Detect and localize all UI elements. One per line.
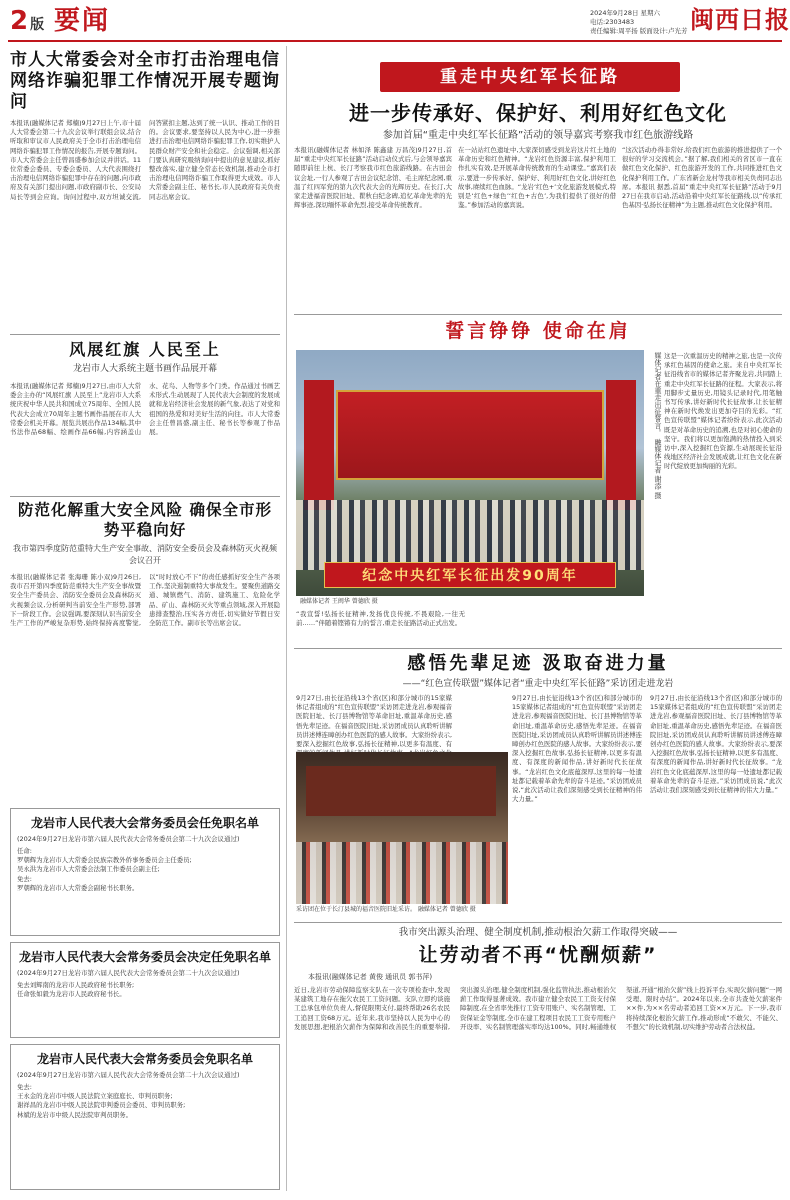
exhibit-wall xyxy=(306,766,496,816)
subheadline: 我市第四季度防范重特大生产安全事故、消防安全委员会及森林防灭火视频会议召开 xyxy=(13,544,277,565)
section-rule xyxy=(294,648,782,649)
notice-removal-list xyxy=(10,1044,280,1190)
article-body: 本报讯(融媒体记者 郑楠)9月27日上午,市十届人大常委会第二十九次会议举行联组会议,结合听取和审议市人民政府关于全市打击治理电信网络诈骗犯罪工作情况的报告,开展专题询问。市人大常委会主任曾昌盛参加会议并讲话。11位常委会委员、专委会委员、人大代表围绕打击治理电信网络诈骗犯罪中存在的问题,向市政府及有关部门提出问题,市政府副市长、公安局局长等到会应询。询问过程中,双方坦诚交流,问答紧扣主题,达到了统一认识、推动工作的目的。会议要求,要坚持以人民为中心,进一步推进打击治理电信网络诈骗犯罪工作,切实维护人民群众财产安全和社会稳定。会议强调,相关部门要认真研究吸纳询问中提出的意见建议,抓好整改落实,建立健全常态长效机制,推动全市打击治理电信网络诈骗工作取得更大成效。市人大常委会副主任、秘书长,市人民政府有关负责同志出席会议。 xyxy=(10,119,280,201)
article-body-col1: 本报讯(融媒体记者 林如泽 陈鑫建 万昌茂)9月27日,首届“重走中央红军长征路”活动启动仪式后,与会领导嘉宾随即前往上杭、长汀考察我市红色旅游线路。在古田会议会址,一行人参观了古田会议纪念馆、毛主席纪念园,重温了红四军党的第九次代表大会的光辉历史。在长汀,大家走进福音医院旧址、瞿秋白纪念碑,追忆革命先辈的光辉事迹,深切缅怀革命先烈,接受革命传统教育。 xyxy=(294,146,452,210)
article-wage-arrears xyxy=(294,926,782,1196)
notice-body: 任命: 罗朝辉为龙岩市人大常委会民族宗教外侨事务委员会主任委员; 吴永洪为龙岩市人大常委会法制工作委员会副主任; 免去: 罗朝辉的龙岩市人大常委会副秘书长职务。 xyxy=(17,847,192,892)
section-rule xyxy=(10,334,280,335)
headline: 进一步传承好、保护好、利用好红色文化 xyxy=(349,101,727,125)
stage-backdrop xyxy=(336,390,604,480)
museum-photo xyxy=(296,752,508,904)
page-number xyxy=(10,6,44,40)
byline: 本报讯(融媒体记者 黄俊 通讯员 郭书萍) xyxy=(308,973,433,981)
article-body: 本报讯(融媒体记者 郑楠)9月27日,由市人大常委会主办的“风展红旗 人民至上”龙岩市人大系统庆祝中华人民共和国成立75周年、全国人民代表大会成立70周年主题书画作品展在市人大常委会机关开幕。展览共展出作品134幅,其中书法作品68幅、绘画作品66幅,内容涵盖山水、花鸟、人物等多个门类。作品通过书画艺术形式,生动展现了人民代表大会制度的发展成就和龙岩经济社会发展的新气象,表达了对党和祖国的热爱和对美好生活的向往。市人大常委会主任曾昌盛,副主任、秘书长等参观了作品展。 xyxy=(10,382,280,437)
notice-title: 龙岩市人民代表大会常务委员会决定任免职名单 xyxy=(18,950,271,964)
oath-body: 这是一次重温历史的精神之旅,也是一次传承红色基因的使命之旅。来自中央红军长征沿线省市的媒体记者齐聚龙岩,共同踏上重走中央红军长征路的征程。大家表示,将用脚步丈量历史,用镜头记录时代,用笔触书写传承,讲好新时代长征故事,让长征精神在新时代焕发出更加夺目的光彩。“红色宣传联盟”媒体记者纷纷表示,此次活动既是对革命历史的追溯,也是对初心使命的坚守。我们将以更加饱满的热情投入到采访中,深入挖掘红色资源,生动展现长征沿线地区经济社会发展成就,让红色文化在新时代绽放更加绚丽的光彩。 xyxy=(664,352,782,471)
vertical-byline: 媒体记者在重走出征誓言。 融媒体记者 谢添 摄 xyxy=(654,352,662,499)
museum-photo-caption: 采访团在位于长汀县城的福音医院旧址采访。 融媒体记者 曾德欣 摄 xyxy=(296,906,476,913)
article-safety-risk xyxy=(10,500,280,743)
article-body-col2: 在一站站红色遗址中,大家深切感受到龙岩这片红土地的革命历史和红色精神。“龙岩红色资源丰富,保护利用工作扎实有效,是开展革命传统教育的生动课堂。”嘉宾们表示,要进一步传承好、保护好、利用好红色文化,讲好红色故事,赓续红色血脉。“龙岩‘红色+’文化旅游发展模式,特别是‘红色+绿色’‘红色+古色’,为我们提供了很好的借鉴。”参加活动的嘉宾说。 xyxy=(458,146,616,210)
notice-note: (2024年9月27日龙岩市第六届人民代表大会常务委员会第二十九次会议通过) xyxy=(17,835,240,843)
photo-caption: 融媒体记者 王闽华 曾德欣 摄 xyxy=(300,598,378,605)
stage-pillar-right xyxy=(606,380,636,510)
footsteps-body-mid: 9月27日,由长征沿线13个省(区)和部分城市的15家媒体记者组成的“红色宣传联盟”采访团走进龙岩,参观福音医院旧址、长汀县博物馆等革命旧址,重温革命历史,感悟先辈足迹。在福音医院旧址,采访团成员认真聆听讲解员讲述傅连暲创办红色医院的感人故事。大家纷纷表示,要深入挖掘红色故事,弘扬长征精神,以更多有温度、有深度的新闻作品,讲好新时代长征故事。“龙岩红色文化底蕴深厚,这里的每一处遗址都记载着革命先辈的奋斗足迹。”采访团成员说,“此次活动让我们深刻感受到长征精神的伟大力量。” xyxy=(512,694,642,804)
article-body-col3: “这次活动办得非常好,给我们红色旅游的推进提供了一个很好的学习交流机会。”据了解,我们相关的省区市一直在做红色文化保护、红色旅游开发的工作,共同推进红色文化保护利用工作。广东省新会龙村等我市相关负责同志出席。本报讯 据悉,首届“重走中央红军长征路”活动于9月27日在我市启动,活动沿着中央红军长征路线,以“传承红色基因·弘扬长征精神”为主题,推动红色文化保护利用。 xyxy=(622,146,782,210)
header-phone: 电话:2303483 xyxy=(590,18,635,26)
headline: 防范化解重大安全风险 确保全市形势平稳向好 xyxy=(18,501,272,539)
footsteps-body-right: 9月27日,由长征沿线13个省(区)和部分城市的15家媒体记者组成的“红色宣传联盟”采访团走进龙岩,参观福音医院旧址、长汀县博物馆等革命旧址,重温革命历史,感悟先辈足迹。在福音医院旧址,采访团成员认真聆听讲解员讲述傅连暲创办红色医院的感人故事。大家纷纷表示,要深入挖掘红色故事,弘扬长征精神,以更多有温度、有深度的新闻作品,讲好新时代长征故事。“龙岩红色文化底蕴深厚,这里的每一处遗址都记载着革命先辈的奋斗足迹。”采访团成员说,“此次活动让我们深刻感受到长征精神的伟大力量。” xyxy=(650,694,782,795)
notice-note: (2024年9月27日龙岩市第六届人民代表大会常务委员会第二十九次会议通过) xyxy=(17,1071,240,1079)
notice-title: 龙岩市人民代表大会常务委员会任免职名单 xyxy=(30,816,259,830)
page-num-digit: 2 xyxy=(10,6,29,36)
section-rule xyxy=(294,922,782,923)
stage-pillar-left xyxy=(304,380,334,510)
oath-photo xyxy=(296,350,644,596)
article-oath xyxy=(294,318,782,344)
article-body: 近日,龙岩市劳动保障监察支队在一次专项检查中,发现某建筑工地存在拖欠农民工工资问题。支队立即约谈施工总承包单位负责人,督促限期支付,最终帮助26名农民工追回工资68万元。近年来,我市坚持以人民为中心的发展思想,把根治欠薪作为保障和改善民生的重要举措,突出源头治理,健全制度机制,强化监管执法,推动根治欠薪工作取得显著成效。我市建立健全农民工工资支付保障制度,在全省率先推行工资专用账户、实名制管理、工资保证金等制度,全市在建工程项目农民工工资专用账户开设率、实名制管理落实率均达100%。同时,畅通维权渠道,开通“根治欠薪”线上投诉平台,实现欠薪问题“一网受理、限时办结”。2024年以来,全市共查处欠薪案件××件,为××名劳动者追回工资××万元。下一步,我市将持续深化根治欠薪工作,推动形成“不敢欠、不能欠、不想欠”的长效机制,切实维护劳动者合法权益。 xyxy=(294,986,782,1031)
oath-intro: “我宣誓!弘扬长征精神,发扬优良传统,不畏艰险,一往无前……”伴随着铿锵有力的誓言,重走长征路活动正式出发。 xyxy=(296,610,465,628)
article-body: 本报讯(融媒体记者 张海珊 陈小双)9月26日,我市召开第四季度防范重特大生产安全事故暨安全生产委员会、消防安全委员会及森林防灭火视频会议,分析研判当前安全生产形势,部署下一阶段工作。会议强调,要深刻认识当前安全生产工作的严峻复杂形势,始终保持高度警觉,以“时时放心不下”的责任感抓好安全生产各项工作,坚决遏制重特大事故发生。要聚焦道路交通、城镇燃气、消防、建筑施工、危险化学品、矿山、森林防灭火等重点领域,深入开展隐患排查整治,压实各方责任,切实做好节假日安全防范工作。副市长等出席会议。 xyxy=(10,573,280,628)
visitors xyxy=(296,842,508,904)
notice-body: 免去: 王永金的龙岩市中级人民法院立案庭庭长、审判员职务; 谢祥昌的龙岩市中级人民法院审判委员会委员、审判员职务; 林斌的龙岩市中级人民法院审判员职务。 xyxy=(17,1083,186,1119)
section-title: 要闻 xyxy=(54,6,111,36)
banner xyxy=(380,62,680,92)
notice-decision-list xyxy=(10,942,280,1038)
header-rule xyxy=(8,40,782,42)
headline: 市人大常委会对全市打击治理电信网络诈骗犯罪工作情况开展专题询问 xyxy=(10,50,280,112)
headline: 誓言铮铮 使命在肩 xyxy=(445,320,631,342)
banner-text: 重走中央红军长征路 xyxy=(440,67,620,87)
article-calligraphy-exhibition xyxy=(10,340,280,494)
notice-body: 免去刘辉南的龙岩市人民政府秘书长职务; 任命张如毅为龙岩市人民政府秘书长。 xyxy=(17,981,135,999)
subheadline: ——“红色宣传联盟”媒体记者“重走中央红军长征路”采访团走进龙岩 xyxy=(402,679,674,689)
subheadline: 龙岩市人大系统主题书画作品展开幕 xyxy=(72,364,217,374)
article-telecom-fraud xyxy=(10,50,280,339)
page-header xyxy=(0,0,790,42)
header-date: 2024年9月28日 星期六 xyxy=(590,9,661,17)
header-editors: 责任编辑:周平扬 版面设计:卢光芳 xyxy=(590,27,688,35)
notice-appointment-list xyxy=(10,808,280,936)
section-rule xyxy=(10,496,280,497)
masthead-logo: 闽西日报 xyxy=(690,5,790,34)
headline: 让劳动者不再“忧酬烦薪” xyxy=(418,944,658,966)
front-banner-text: 纪念中央红军长征出发90周年 xyxy=(362,568,578,584)
front-banner xyxy=(324,562,616,588)
notice-title: 龙岩市人民代表大会常务委员会免职名单 xyxy=(36,1052,253,1066)
article-red-culture xyxy=(294,100,782,210)
crowd xyxy=(296,500,644,570)
column-divider xyxy=(286,46,287,1191)
kicker: 我市突出源头治理、健全制度机制,推动根治欠薪工作取得突破—— xyxy=(398,927,678,938)
headline: 感悟先辈足迹 汲取奋进力量 xyxy=(407,653,669,674)
page-suffix: 版 xyxy=(30,17,45,33)
section-rule xyxy=(294,314,782,315)
article-footsteps xyxy=(294,652,782,691)
footsteps-body-left: 9月27日,由长征沿线13个省(区)和部分城市的15家媒体记者组成的“红色宣传联盟”采访团走进龙岩,参观福音医院旧址、长汀县博物馆等革命旧址,重温革命历史,感悟先辈足迹。在福音医院旧址,采访团成员认真聆听讲解员讲述傅连暲创办红色医院的感人故事。大家纷纷表示,要深入挖掘红色故事,弘扬长征精神,以更多有温度、有 xyxy=(296,694,452,749)
headline: 风展红旗 人民至上 xyxy=(69,340,221,359)
notice-note: (2024年9月27日龙岩市第六届人民代表大会常务委员会第二十九次会议通过) xyxy=(17,969,240,977)
subheadline: 参加首届“重走中央红军长征路”活动的领导嘉宾考察我市红色旅游线路 xyxy=(382,130,694,141)
